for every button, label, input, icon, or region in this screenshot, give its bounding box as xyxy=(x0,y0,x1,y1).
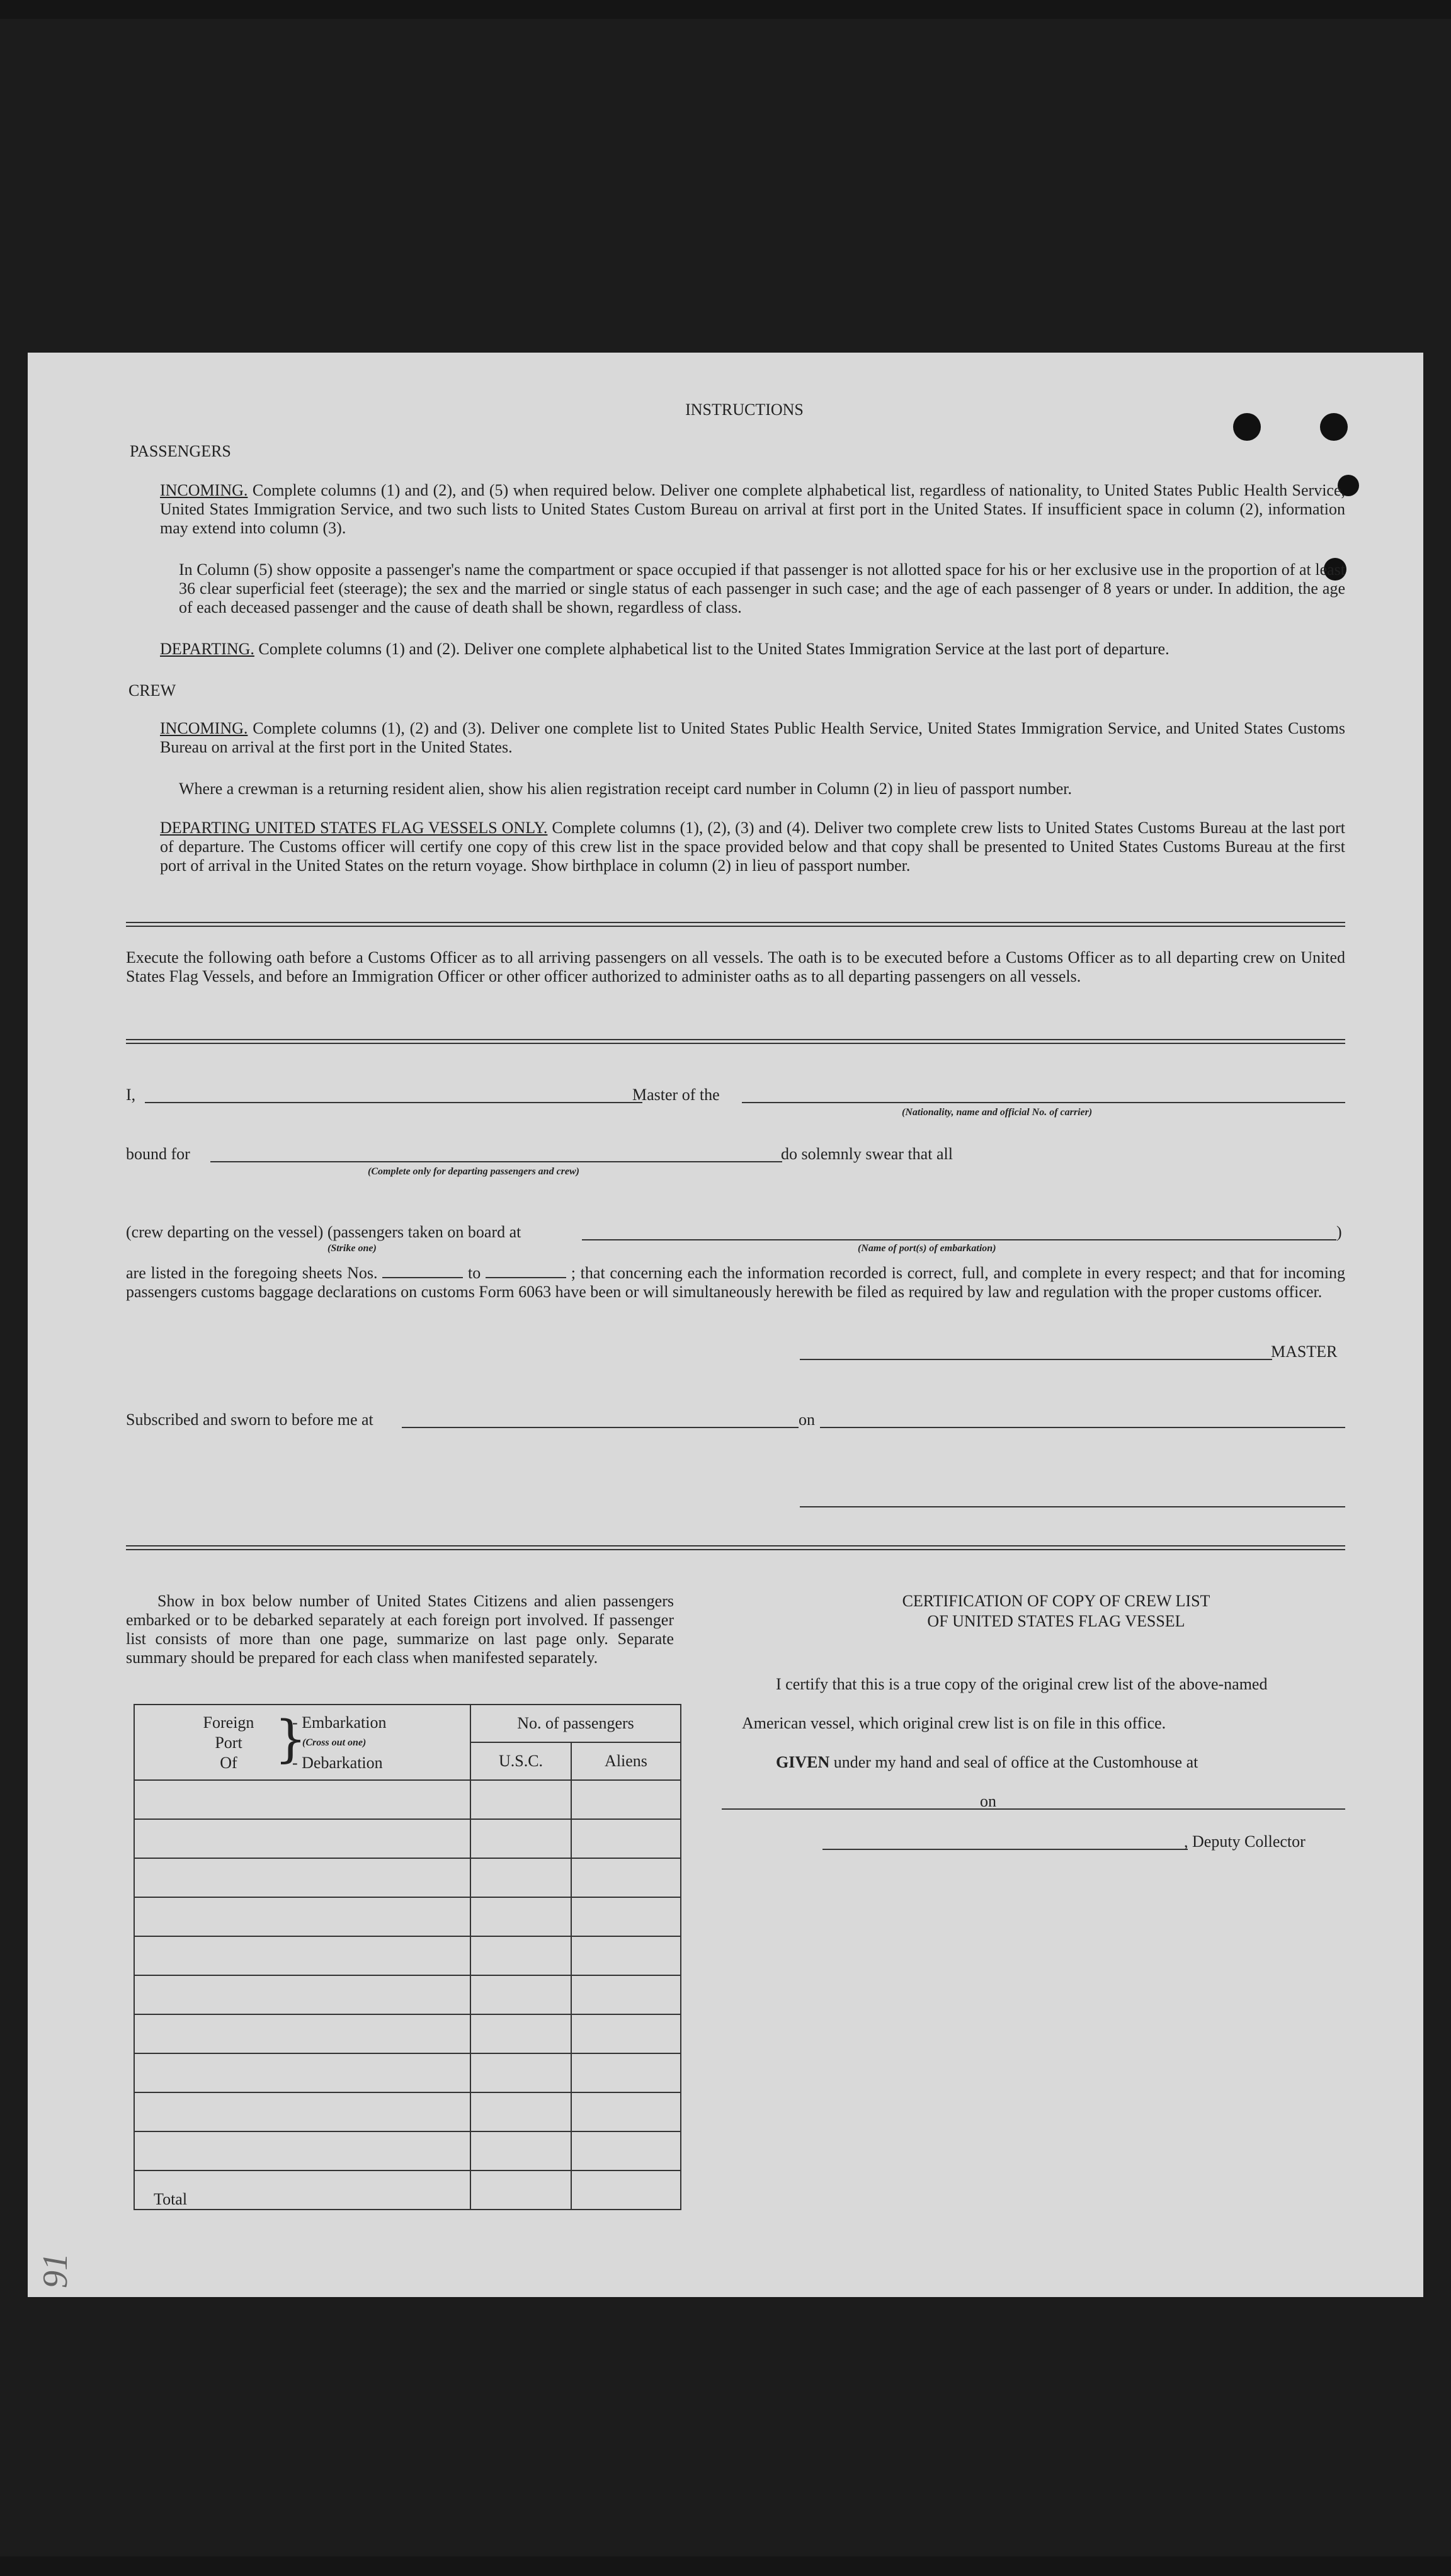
usc-total-cell[interactable] xyxy=(470,2170,571,2210)
aliens-cell[interactable] xyxy=(571,2053,681,2092)
oath-instruction: Execute the following oath before a Customs Officer as to all arriving passengers on all vessels. The oath is to be executed before a Customs Officer as to all departing crew on United States Flag Vessels, and before an Immigration Officer or other officer authorized to administer oaths as to all departing passengers on all vessels. xyxy=(126,948,1345,985)
master-name-field[interactable] xyxy=(145,1102,642,1103)
strike-one-caption: (Strike one) xyxy=(327,1243,377,1254)
certification-on-label: on xyxy=(980,1792,996,1810)
usc-cell[interactable] xyxy=(470,1819,571,1858)
usc-cell[interactable] xyxy=(470,2092,571,2131)
customhouse-field[interactable] xyxy=(722,1808,1004,1810)
do-swear-label: do solemnly swear that all xyxy=(781,1145,953,1163)
bound-for-label: bound for xyxy=(126,1145,190,1163)
port-cell[interactable] xyxy=(134,1780,470,1819)
usc-cell[interactable] xyxy=(470,1897,571,1936)
aliens-cell[interactable] xyxy=(571,2131,681,2170)
no-passengers-header: No. of passengers xyxy=(470,1705,681,1742)
aliens-header: Aliens xyxy=(571,1742,681,1780)
usc-cell[interactable] xyxy=(470,1780,571,1819)
certification-date-field[interactable] xyxy=(1004,1808,1345,1810)
listed-text-b: ; that concerning each the information recorded is correct, full, and complete in every respect; and that for incoming passengers customs baggage declarations on customs Form 6063 have been or will simultaneously herewith be filed as required by law and regulation with the proper customs officer. xyxy=(126,1264,1346,1301)
port-label: Port xyxy=(215,1733,242,1752)
aliens-cell[interactable] xyxy=(571,1975,681,2014)
aliens-cell[interactable] xyxy=(571,1819,681,1858)
usc-cell[interactable] xyxy=(470,2131,571,2170)
aliens-cell[interactable] xyxy=(571,1858,681,1897)
total-row xyxy=(134,2170,681,2210)
form-page xyxy=(28,353,1423,2297)
table-row xyxy=(134,1897,681,1936)
port-cell[interactable] xyxy=(134,1936,470,1975)
crew-incoming-label: INCOMING. xyxy=(160,719,248,737)
passengers-heading: PASSENGERS xyxy=(130,442,231,460)
table-row xyxy=(134,2053,681,2092)
port-cell[interactable] xyxy=(134,2014,470,2053)
crew-incoming-text: Complete columns (1), (2) and (3). Deliver one complete list to United States Public Health Service, United States Immigration Service, and United States Customs Bureau on arrival at the first port in the United States. xyxy=(160,719,1345,756)
crew-departing-text: Complete columns (1), (2), (3) and (4). Deliver two complete crew lists to United States Customs Bureau at the last port of departure. The Customs officer will certify one copy of this crew list in the space provided below and that copy shall be presented to United States Customs Bureau at the first port of arrival in the United States on the return voyage. Show birthplace in column (2) in lieu of passport number. xyxy=(160,819,1345,875)
oath-i-label: I, xyxy=(126,1086,136,1104)
table-row xyxy=(134,1819,681,1858)
port-caption: (Name of port(s) of embarkation) xyxy=(858,1243,996,1254)
usc-cell[interactable] xyxy=(470,2014,571,2053)
listed-text-a: are listed in the foregoing sheets Nos. xyxy=(126,1264,378,1282)
sworn-place-field[interactable] xyxy=(402,1427,799,1428)
passengers-incoming-paragraph xyxy=(160,481,1345,538)
sworn-on-label: on xyxy=(799,1410,815,1429)
certification-title-2: OF UNITED STATES FLAG VESSEL xyxy=(927,1612,1185,1630)
passengers-departing-text: Complete columns (1) and (2). Deliver one complete alphabetical list to the United States Immigration Service at the last port of departure. xyxy=(258,640,1169,658)
port-cell[interactable] xyxy=(134,1975,470,2014)
officer-signature-field[interactable] xyxy=(800,1506,1345,1507)
master-label: MASTER xyxy=(1271,1342,1338,1361)
nationality-caption: (Nationality, name and official No. of carrier) xyxy=(902,1107,1093,1118)
crew-heading: CREW xyxy=(128,681,176,700)
usc-cell[interactable] xyxy=(470,1936,571,1975)
section-divider xyxy=(126,922,1345,927)
crew-departing-label: DEPARTING UNITED STATES FLAG VESSELS ONLY. xyxy=(160,819,548,837)
margin-handwritten-note: 91 xyxy=(36,2253,75,2288)
sheet-from-field[interactable] xyxy=(382,1263,463,1278)
aliens-cell[interactable] xyxy=(571,2014,681,2053)
crew-departing-paragraph xyxy=(160,819,1345,875)
table-row xyxy=(134,2092,681,2131)
port-header-cell xyxy=(134,1705,470,1780)
certification-given xyxy=(776,1753,1198,1772)
certification-text-2: American vessel, which original crew list is on file in this office. xyxy=(742,1714,1166,1732)
deputy-collector-label: , Deputy Collector xyxy=(1184,1832,1306,1851)
table-row xyxy=(134,1975,681,2014)
crew-incoming-paragraph xyxy=(160,719,1345,757)
embarkation-ports-field[interactable] xyxy=(582,1239,1336,1240)
master-of-the-label: Master of the xyxy=(632,1086,720,1104)
total-label: Total xyxy=(134,2170,470,2210)
cross-out-caption: (Cross out one) xyxy=(302,1737,367,1748)
usc-cell[interactable] xyxy=(470,1858,571,1897)
table-row xyxy=(134,1858,681,1897)
master-signature-field[interactable] xyxy=(800,1359,1272,1360)
certification-title-1: CERTIFICATION OF COPY OF CREW LIST xyxy=(902,1592,1210,1610)
bound-for-field[interactable] xyxy=(210,1161,782,1162)
port-cell[interactable] xyxy=(134,1819,470,1858)
close-paren: ) xyxy=(1336,1223,1342,1241)
section-divider xyxy=(126,1545,1345,1550)
port-cell[interactable] xyxy=(134,1897,470,1936)
passengers-departing-label: DEPARTING. xyxy=(160,640,254,658)
deputy-collector-signature-field[interactable] xyxy=(822,1849,1188,1850)
carrier-field[interactable] xyxy=(742,1102,1345,1103)
passengers-incoming-text: Complete columns (1) and (2), and (5) when required below. Deliver one complete alphabetical list, regardless of nationality, to United States Public Health Service, United States Immigration Service, and two such lists to United States Custom Bureau on arrival at first port in the United States. If insufficient space in column (2), information may extend into column (3). xyxy=(160,481,1346,537)
aliens-cell[interactable] xyxy=(571,1780,681,1819)
passengers-incoming-label: INCOMING. xyxy=(160,481,248,499)
table-row xyxy=(134,1936,681,1975)
page-title: INSTRUCTIONS xyxy=(685,400,804,419)
of-label: Of xyxy=(220,1754,237,1772)
certification-text-1: I certify that this is a true copy of the original crew list of the above-named xyxy=(776,1675,1268,1693)
crew-resident-paragraph: Where a crewman is a returning resident alien, show his alien registration receipt card number in Column (2) in lieu of passport number. xyxy=(179,780,1073,798)
sworn-date-field[interactable] xyxy=(820,1427,1345,1428)
section-divider xyxy=(126,1039,1345,1044)
table-row xyxy=(134,2014,681,2053)
usc-header: U.S.C. xyxy=(470,1742,571,1780)
scan-top-border xyxy=(0,0,1451,19)
embarkation-label: - Embarkation xyxy=(292,1713,387,1732)
sheet-to-field[interactable] xyxy=(486,1263,566,1278)
subscribed-label: Subscribed and sworn to before me at xyxy=(126,1410,373,1429)
usc-cell[interactable] xyxy=(470,1975,571,2014)
aliens-cell[interactable] xyxy=(571,1936,681,1975)
complete-only-caption: (Complete only for departing passengers and crew) xyxy=(368,1166,579,1177)
brace-icon: } xyxy=(275,1710,307,1768)
aliens-total-cell[interactable] xyxy=(571,2170,681,2210)
scan-bottom-border xyxy=(0,2556,1451,2576)
debarkation-label: - Debarkation xyxy=(292,1754,383,1772)
given-text: under my hand and seal of office at the Customhouse at xyxy=(833,1753,1198,1771)
listed-to: to xyxy=(467,1264,481,1282)
table-row xyxy=(134,1780,681,1819)
column5-paragraph: In Column (5) show opposite a passenger's name the compartment or space occupied if that passenger is not allotted space for his or her exclusive use in the proportion of at least 36 clear superficial feet (steerage); the sex and the married or single status of each passenger in such case; and the age of each passenger of 8 years or under. In addition, the age of each deceased passenger and the cause of death shall be shown, regardless of class. xyxy=(179,560,1345,616)
usc-cell[interactable] xyxy=(470,2053,571,2092)
table-row xyxy=(134,2131,681,2170)
port-cell[interactable] xyxy=(134,2092,470,2131)
crew-departing-label: (crew departing on the vessel) (passengers taken on board at xyxy=(126,1223,521,1241)
passengers-departing-paragraph xyxy=(160,640,1345,659)
given-label: GIVEN xyxy=(776,1753,830,1771)
aliens-cell[interactable] xyxy=(571,1897,681,1936)
foreign-label: Foreign xyxy=(203,1713,254,1732)
port-cell[interactable] xyxy=(134,2131,470,2170)
summary-instruction: Show in box below number of United States Citizens and alien passengers embarked or to be debarked separately at each foreign port involved. If passenger list consists of more than one page, summarize on last page only. Separate summary should be prepared for each class when manifested separately. xyxy=(126,1592,674,1667)
port-cell[interactable] xyxy=(134,2053,470,2092)
aliens-cell[interactable] xyxy=(571,2092,681,2131)
listed-paragraph xyxy=(126,1263,1345,1302)
passenger-summary-table xyxy=(134,1704,681,2210)
port-cell[interactable] xyxy=(134,1858,470,1897)
